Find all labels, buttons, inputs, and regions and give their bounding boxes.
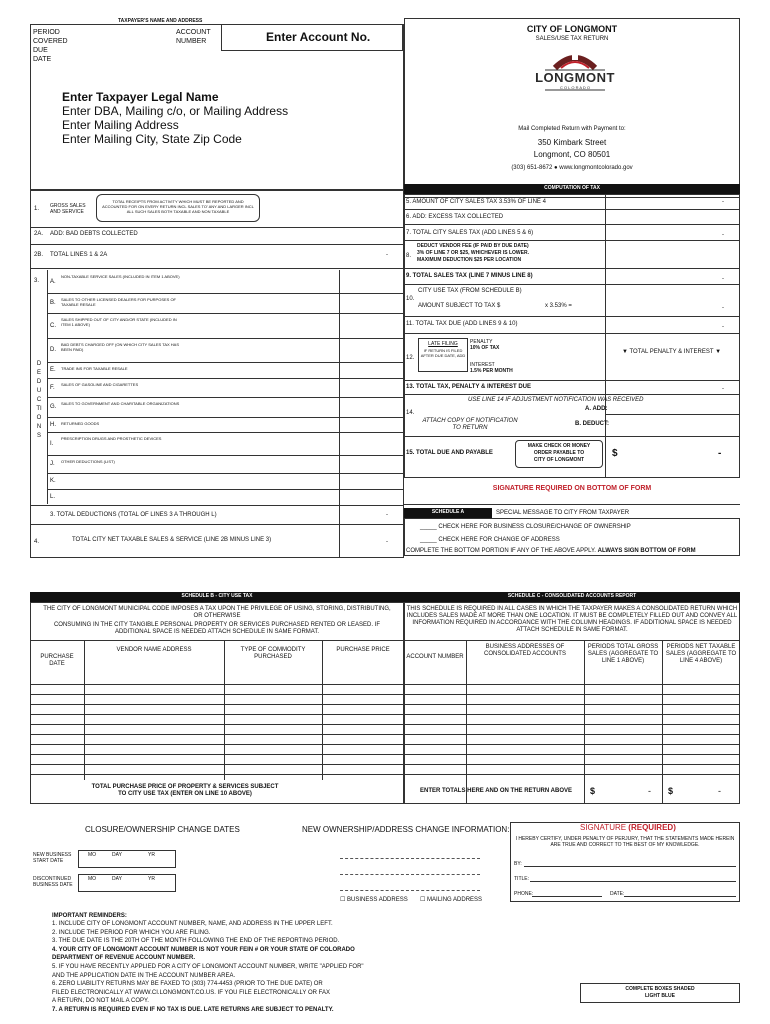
- signature-date-line[interactable]: [624, 896, 736, 897]
- line2b-value: -: [386, 252, 388, 258]
- reminder-item: DEPARTMENT OF REVENUE ACCOUNT NUMBER.: [52, 955, 196, 962]
- new-business-label: NEW BUSINESS START DATE: [33, 852, 72, 864]
- line3-number: 3.: [34, 278, 40, 284]
- signature-phone-line[interactable]: [532, 896, 602, 897]
- schedule-b-col-divider: [84, 640, 85, 780]
- line14-add-label: A. ADD:: [585, 406, 608, 412]
- line10-rate: x 3.53% =: [545, 303, 572, 309]
- schedule-c-col-header: PERIODS TOTAL GROSS SALES (AGGREGATE TO LINE 1 ABOVE): [587, 644, 659, 664]
- reminder-item: AND THE APPLICATION DATE IN THE ACCOUNT NUMBER AREA.: [52, 972, 236, 979]
- schedule-c-col-divider: [584, 640, 585, 804]
- logo-text: LONGMONT: [535, 70, 615, 85]
- line8-label: DEDUCT VENDOR FEE (IF PAID BY DUE DATE) 3% OF LINE 7 OR $25, WHICHEVER IS LOWER. MAXIMUM DEDUCTION $25 PER LOCATION: [417, 243, 529, 263]
- check-address[interactable]: _____ CHECK HERE FOR CHANGE OF ADDRESS: [420, 537, 560, 543]
- new-business-mo: MO: [88, 852, 97, 858]
- line10-number: 10.: [406, 296, 415, 302]
- deduction-letter: B.: [50, 300, 56, 306]
- signature-title-label: TITLE:: [514, 876, 530, 882]
- line2a-number: 2A.: [34, 231, 44, 237]
- deduction-letter: D.: [50, 347, 56, 353]
- deduction-divider: [47, 473, 404, 474]
- schedule-c-dollar1: $: [590, 786, 596, 796]
- schedule-a-message: SPECIAL MESSAGE TO CITY FROM TAXPAYER: [496, 510, 630, 516]
- deduction-label: SALES OF GASOLINE AND CIGARETTES: [61, 382, 139, 387]
- line1-note: TOTAL RECEIPTS FROM ACTIVITY WHICH MUST BE REPORTED AND ACCOUNTED FOR ON EVERY RETURN INCL SALES TO’ ANY AND LARGER INCL ALL SUCH SALES BOTH TAXABLE AND NON TAXABLE: [102, 199, 254, 214]
- new-ownership-title: NEW OWNERSHIP/ADDRESS CHANGE INFORMATION:: [302, 825, 510, 834]
- schedule-c-row[interactable]: [404, 724, 740, 725]
- schedule-b-row[interactable]: [30, 684, 404, 685]
- schedule-c-total1: -: [648, 786, 651, 796]
- line8-number: 8.: [406, 253, 412, 259]
- signature-required-note: SIGNATURE REQUIRED ON BOTTOM OF FORM: [492, 485, 652, 492]
- schedule-b-col-header: PURCHASE DATE: [40, 654, 74, 667]
- deduction-letter: E.: [50, 367, 56, 373]
- reminder-item: FILED ELECTRONICALLY AT WWW.CI.LONGMONT.CO.US. IF YOU FILE ELECTRONICALLY OR FAX: [52, 989, 330, 996]
- line14-use-note: USE LINE 14 IF ADJUSTMENT NOTIFICATION WAS RECEIVED: [468, 397, 644, 403]
- late-filing-label: LATE FILING: [428, 341, 458, 347]
- line3-total-value: -: [386, 512, 388, 518]
- period-covered-label: PERIOD COVERED DUE DATE: [33, 29, 68, 63]
- new-business-day: DAY: [112, 852, 122, 858]
- mail-to-label: Mail Completed Return with Payment to:: [518, 126, 626, 132]
- line1-label: GROSS SALES AND SERVICE: [50, 203, 86, 215]
- schedule-c-row[interactable]: [404, 734, 740, 735]
- line13-label: 13. TOTAL TAX, PENALTY & INTEREST DUE: [406, 384, 532, 390]
- deduction-label: OTHER DEDUCTIONS (LIST): [61, 459, 115, 464]
- left-tax-section: [30, 190, 404, 558]
- reminder-item: 5. IF YOU HAVE RECENTLY APPLIED FOR A CITY OF LONGMONT ACCOUNT NUMBER, WRITE "APPLIED FOR": [52, 964, 364, 970]
- deduction-divider: [47, 293, 404, 294]
- schedule-b-text1: THE CITY OF LONGMONT MUNICIPAL CODE IMPOSES A TAX UPON THE PRIVILEGE OF USING, STORING, DISTRIBUTING, OR OTHERWISE: [43, 606, 391, 619]
- schedule-a-label: SCHEDULE A: [404, 508, 492, 518]
- schedule-b-row[interactable]: [30, 714, 404, 715]
- mailing-address-checkbox[interactable]: ☐ MAILING ADDRESS: [420, 897, 483, 903]
- schedule-c-col-header: BUSINESS ADDRESSES OF CONSOLIDATED ACCOUNTS: [484, 644, 566, 657]
- deduction-divider: [47, 489, 404, 490]
- line14-deduct-label: B. DEDUCT:: [575, 421, 609, 427]
- deduction-label: SALES TO GOVERNMENT AND CHARITABLE ORGANIZATIONS: [61, 401, 180, 406]
- new-business-yr: YR: [148, 852, 155, 858]
- schedule-b-row[interactable]: [30, 764, 404, 765]
- deduction-divider: [47, 338, 404, 339]
- line2b-number: 2B.: [34, 252, 44, 258]
- deduction-divider: [47, 362, 404, 363]
- new-ownership-line3[interactable]: [340, 890, 480, 891]
- schedule-c-row[interactable]: [404, 714, 740, 715]
- total-penalty-interest-label: ▼ TOTAL PENALTY & INTEREST ▼: [622, 349, 722, 355]
- line10-value: -: [722, 305, 724, 311]
- city-title: CITY OF LONGMONT: [526, 24, 618, 34]
- deduction-letter: I.: [50, 440, 54, 447]
- deductions-vertical-label: DEDUCTIONS: [36, 361, 42, 439]
- schedule-c-row[interactable]: [404, 774, 740, 775]
- line11-label: 11. TOTAL TAX DUE (ADD LINES 9 & 10): [406, 321, 518, 327]
- city-contact: (303) 651-8672 ● www.longmontcolorado.gov: [511, 165, 633, 171]
- signature-by-label: BY:: [514, 861, 522, 867]
- schedule-c-dollar2: $: [668, 786, 674, 796]
- schedule-c-col-header: ACCOUNT NUMBER: [406, 654, 464, 660]
- schedule-c-row[interactable]: [404, 764, 740, 765]
- schedule-b-text2: CONSUMING IN THE CITY TANGIBLE PERSONAL PROPERTY OR SERVICES PURCHASED RENTED OR LEASED. IF ADDITIONAL SPACE IS NEEDED ATTACH SCHEDULE IN SAME FORMAT.: [53, 622, 381, 635]
- discontinued-yr: YR: [148, 876, 155, 882]
- schedule-b-header: SCHEDULE B - CITY USE TAX: [30, 592, 404, 602]
- line10-label-a: CITY USE TAX (FROM SCHEDULE B): [418, 288, 522, 294]
- closure-title: CLOSURE/OWNERSHIP CHANGE DATES: [85, 825, 240, 834]
- reminder-item: 1. INCLUDE CITY OF LONGMONT ACCOUNT NUMBER, NAME, AND ADDRESS IN THE UPPER LEFT.: [52, 921, 333, 927]
- deduction-label: SALES SHIPPED OUT OF CITY AND/OR STATE (INCLUDED IN ITEM 1 ABOVE): [61, 317, 177, 327]
- logo-subtext: C O L O R A D O: [559, 85, 591, 90]
- computation-header: COMPUTATION OF TAX: [404, 184, 740, 194]
- deduction-divider: [47, 417, 404, 418]
- line13-value: -: [722, 386, 724, 392]
- line4-value: -: [386, 539, 388, 545]
- schedule-b-col-header: VENDOR NAME ADDRESS: [116, 647, 192, 653]
- mailing-address-block: Enter DBA, Mailing c/o, or Mailing Address Enter Mailing Address Enter Mailing City, State Zip Code: [62, 104, 289, 146]
- line2b-label: TOTAL LINES 1 & 2A: [50, 252, 108, 258]
- shaded-note: COMPLETE BOXES SHADED LIGHT BLUE: [625, 986, 695, 999]
- deduction-label: BAD DEBTS CHARGED OFF (ON WHICH CITY SALES TAX HAS BEEN PAID): [61, 342, 180, 352]
- schedule-c-row[interactable]: [404, 754, 740, 755]
- line5-label: 5. AMOUNT OF CITY SALES TAX 3.53% OF LINE 4: [406, 199, 546, 205]
- deduction-label: TRADE INS FOR TAXABLE RESALE: [61, 366, 128, 371]
- new-ownership-line1[interactable]: [340, 858, 480, 859]
- deduction-label: PRESCRIPTION DRUGS AND PROSTHETIC DEVICES: [61, 436, 162, 441]
- schedule-b-col-divider: [224, 640, 225, 780]
- schedule-b-col-header: PURCHASE PRICE: [336, 647, 390, 653]
- line4-number: 4.: [34, 539, 40, 545]
- schedule-b-row[interactable]: [30, 744, 404, 745]
- reminder-item: 7. A RETURN IS REQUIRED EVEN IF NO TAX IS DUE. LATE RETURNS ARE SUBJECT TO PENALTY.: [52, 1007, 334, 1013]
- schedule-c-col-header: PERIODS NET TAXABLE SALES (AGGREGATE TO LINE 4 ABOVE): [665, 644, 737, 664]
- line7-label: 7. TOTAL CITY SALES TAX (ADD LINES 5 & 6): [406, 230, 534, 236]
- check-closure[interactable]: _____ CHECK HERE FOR BUSINESS CLOSURE/CHANGE OF OWNERSHIP: [420, 524, 631, 530]
- discontinued-day: DAY: [112, 876, 122, 882]
- line10-label-b: AMOUNT SUBJECT TO TAX $: [418, 303, 501, 309]
- line15-value: -: [718, 448, 722, 459]
- schedule-c-col-divider: [466, 640, 467, 804]
- city-subtitle: SALES/USE TAX RETURN: [535, 36, 609, 42]
- line1-number: 1.: [34, 206, 40, 212]
- line15-dollar: $: [612, 448, 618, 459]
- deduction-letter: G.: [50, 404, 57, 410]
- line9-value: -: [722, 276, 724, 282]
- schedule-c-header: SCHEDULE C - CONSOLIDATED ACCOUNTS REPORT: [404, 592, 740, 602]
- schedule-b-row[interactable]: [30, 694, 404, 695]
- complete-bottom-note: COMPLETE THE BOTTOM PORTION IF ANY OF THE ABOVE APPLY. ALWAYS SIGN BOTTOM OF FORM: [406, 548, 696, 554]
- schedule-c-text: THIS SCHEDULE IS REQUIRED IN ALL CASES IN WHICH THE TAXPAYER MAKES A CONSOLIDATED RETURN WHICH INCLUDES SALES MADE AT MORE THAN ONE LOCATION. IT MUST BE COMPLETELY FILLED OUT AND CONVEY ALL INFORMATION REQUIRED IN ACCORDANCE WITH THE COLUMN HEADINGS. IF ADDITIONAL SPACE IS NEEDED ATTACH SCHEDULE IN SAME FORMAT.: [406, 606, 738, 633]
- schedule-b-col-header: TYPE OF COMMODITY PURCHASED: [240, 647, 306, 660]
- deduction-letter: C.: [50, 322, 56, 329]
- interest-label: INTEREST 1.5% PER MONTH: [470, 362, 513, 374]
- schedule-b-col-divider: [322, 640, 323, 780]
- signature-title: SIGNATURE (REQUIRED): [580, 823, 676, 832]
- signature-phone-label: PHONE:: [514, 891, 534, 897]
- new-ownership-line2[interactable]: [340, 874, 480, 875]
- make-check-note: MAKE CHECK OR MONEY ORDER PAYABLE TO CITY OF LONGMONT: [527, 443, 591, 463]
- deduction-letter: A.: [50, 278, 56, 285]
- legal-name: Enter Taxpayer Legal Name: [62, 90, 219, 104]
- schedule-c-total2: -: [718, 786, 721, 796]
- line3-total-label: 3. TOTAL DEDUCTIONS (TOTAL OF LINES 3 A THROUGH L): [50, 512, 217, 518]
- schedule-c-total-label: ENTER TOTALS HERE AND ON THE RETURN ABOVE: [420, 788, 573, 794]
- schedule-c-row[interactable]: [404, 694, 740, 695]
- line14-number: 14.: [406, 410, 415, 416]
- line4-label: TOTAL CITY NET TAXABLE SALES & SERVICE (LINE 2B MINUS LINE 3): [72, 537, 272, 543]
- schedule-c-row[interactable]: [404, 744, 740, 745]
- discontinued-label: DISCONTINUED BUSINESS DATE: [33, 876, 73, 888]
- schedule-b-row[interactable]: [30, 724, 404, 725]
- reminder-item: A RETURN, DO NOT MAIL A COPY.: [52, 998, 149, 1005]
- schedule-c-row[interactable]: [404, 684, 740, 685]
- deduction-divider: [47, 378, 404, 379]
- line15-label: 15. TOTAL DUE AND PAYABLE: [406, 450, 493, 456]
- deduction-label: SALES TO OTHER LICENSED DEALERS FOR PURPOSES OF TAXABLE RESALE: [61, 297, 176, 307]
- reminder-item: 3. THE DUE DATE IS THE 20TH OF THE MONTH FOLLOWING THE END OF THE REPORTING PERIOD.: [52, 938, 340, 945]
- late-filing-note: IF RETURN IS FILED AFTER DUE DATE, ADD: [420, 348, 466, 358]
- deduction-label: NON-TAXABLE SERVICE SALES (INCLUDED IN ITEM 1 ABOVE): [61, 274, 180, 279]
- schedule-b-row[interactable]: [30, 734, 404, 735]
- penalty-label: PENALTY 10% OF TAX: [470, 339, 500, 351]
- schedule-b-row[interactable]: [30, 754, 404, 755]
- schedule-c-col-divider: [662, 640, 663, 804]
- taxpayer-name-address-label: TAXPAYER'S NAME AND ADDRESS: [118, 18, 203, 24]
- account-number-label: ACCOUNT NUMBER: [176, 29, 211, 45]
- discontinued-mo: MO: [88, 876, 97, 882]
- line9-label: 9. TOTAL SALES TAX (LINE 7 MINUS LINE 8): [406, 273, 533, 279]
- signature-by-line[interactable]: [524, 866, 736, 867]
- line2a-label: ADD: BAD DEBTS COLLECTED: [50, 231, 138, 237]
- deduction-letter: F.: [50, 384, 55, 391]
- reminder-item: 6. ZERO LIABILITY RETURNS MAY BE FAXED TO (303) 774-4453 (PRIOR TO THE DUE DATE) OR: [52, 981, 323, 988]
- line12-number: 12.: [406, 355, 415, 361]
- deduction-divider: [47, 397, 404, 398]
- city-citystate: Longmont, CO 80501: [533, 150, 611, 159]
- schedule-c-row[interactable]: [404, 704, 740, 705]
- signature-box: [510, 822, 740, 902]
- city-street: 350 Kimbark Street: [537, 138, 607, 147]
- line6-label: 6. ADD: EXCESS TAX COLLECTED: [406, 214, 504, 220]
- deduction-letter: H.: [50, 421, 56, 428]
- deduction-divider: [47, 432, 404, 433]
- signature-title-line[interactable]: [530, 881, 736, 882]
- deduction-letter: J.: [50, 461, 55, 467]
- reminder-item: 2. INCLUDE THE PERIOD FOR WHICH YOU ARE FILING.: [52, 929, 211, 936]
- account-number-value: Enter Account No.: [266, 30, 371, 44]
- business-address-checkbox[interactable]: ☐ BUSINESS ADDRESS: [340, 897, 408, 903]
- schedule-b-row[interactable]: [30, 774, 404, 775]
- schedule-b-total-label: TOTAL PURCHASE PRICE OF PROPERTY & SERVICES SUBJECT TO CITY USE TAX (ENTER ON LINE 10 ABOVE): [91, 784, 279, 797]
- deduction-letter: K.: [50, 478, 56, 484]
- signature-certify: I HEREBY CERTIFY, UNDER PENALTY OF PERJURY, THAT THE STATEMENTS MADE HEREIN ARE TRUE AND CORRECT TO THE BEST OF MY KNOWLEDGE.: [515, 836, 735, 848]
- deduction-letter: L.: [50, 494, 56, 500]
- deduction-divider: [47, 313, 404, 314]
- line7-value: -: [722, 232, 724, 238]
- signature-date-label: DATE:: [610, 891, 625, 897]
- reminder-item: 4. YOUR CITY OF LONGMONT ACCOUNT NUMBER IS NOT YOUR FEIN # OR YOUR STATE OF COLORADO: [52, 946, 355, 953]
- deduction-divider: [47, 455, 404, 456]
- line11-value: -: [722, 324, 724, 330]
- line5-value: -: [722, 199, 724, 205]
- schedule-b-row[interactable]: [30, 704, 404, 705]
- line14-attach-note: ATTACH COPY OF NOTIFICATION TO RETURN: [422, 418, 518, 431]
- deduction-label: RETURNED GOODS: [61, 421, 100, 426]
- reminders-title: IMPORTANT REMINDERS:: [52, 913, 127, 919]
